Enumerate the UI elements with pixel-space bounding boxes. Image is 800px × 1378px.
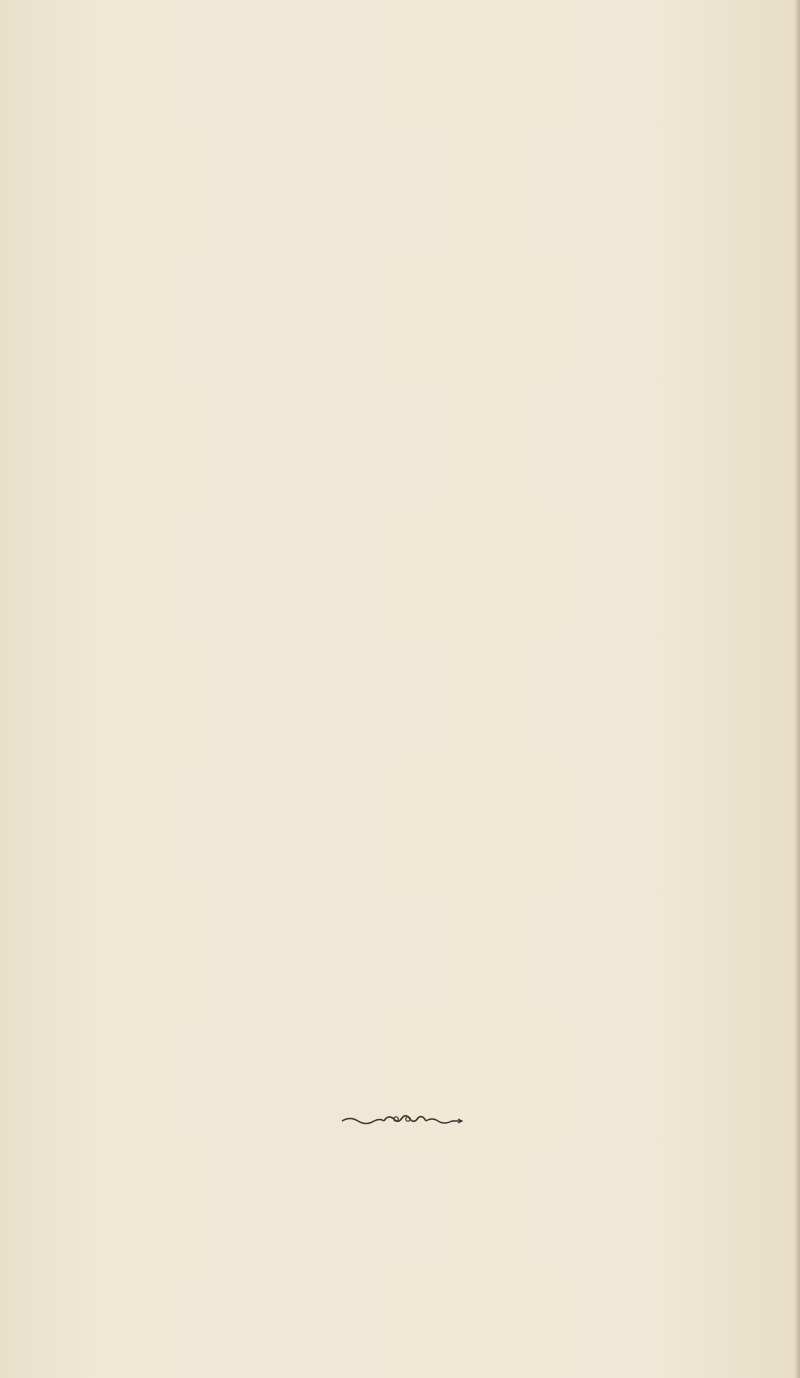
page-edge-shadow [794,0,800,1378]
body-text [118,168,684,204]
running-header [0,130,800,170]
paragraph-gap [118,168,684,204]
tailpiece-ornament-icon [340,1112,464,1128]
